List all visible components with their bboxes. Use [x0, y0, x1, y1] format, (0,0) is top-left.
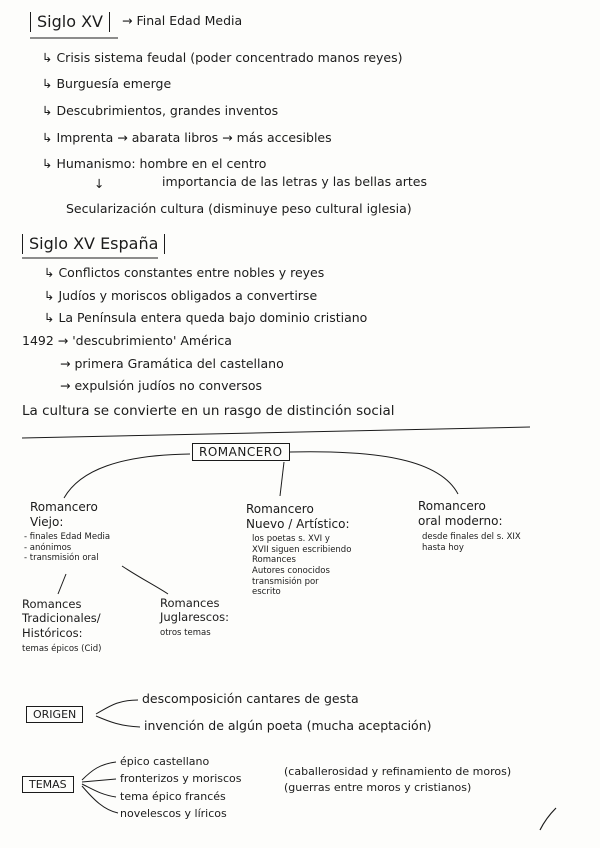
branch-nuevo — [280, 462, 284, 496]
list-item: ↳ Humanismo: hombre en el centro — [42, 156, 267, 171]
list-item: → primera Gramática del castellano — [60, 356, 284, 371]
year-1492: 1492 → 'descubrimiento' América — [22, 333, 232, 348]
branch-viejo — [64, 454, 190, 498]
branch-temas-4 — [82, 786, 118, 813]
secularizacion: Secularización cultura (disminuye peso cultural iglesia) — [66, 201, 412, 216]
temas-item: épico castellano — [120, 755, 210, 768]
list-item: ↳ Burguesía emerge — [42, 76, 172, 91]
nuevo-title: Romancero Nuevo / Artístico: — [246, 502, 350, 531]
temas-item: novelescos y líricos — [120, 807, 227, 820]
final-edad-media: → Final Edad Media — [122, 13, 243, 28]
list-item: ↳ Judíos y moriscos obligados a convertirse — [44, 288, 318, 303]
humanismo-detail: importancia de las letras y las bellas artes — [162, 174, 428, 189]
juglarescos-desc: otros temas — [160, 628, 211, 638]
down-arrow: ↓ — [94, 176, 105, 191]
list-item: ↳ La Península entera queda bajo dominio cristiano — [44, 310, 368, 325]
juglarescos-title: Romances Juglarescos: — [160, 596, 229, 625]
nuevo-desc: los poetas s. XVI y XVII siguen escribiendo Romances Autores conocidos transmisión por escrito — [252, 534, 352, 598]
viejo-items: - finales Edad Media - anónimos - transmisión oral — [24, 532, 111, 564]
viejo-title: Romancero Viejo: — [30, 500, 98, 529]
temas-item: fronterizos y moriscos — [120, 772, 242, 785]
origen-label: ORIGEN — [26, 706, 83, 723]
branch-temas-1 — [82, 762, 116, 780]
branch-origen-1 — [96, 700, 138, 714]
origen-item: descomposición cantares de gesta — [142, 691, 359, 706]
branch-oral — [290, 452, 458, 494]
list-item: ↳ Descubrimientos, grandes inventos — [42, 103, 279, 118]
temas-note: (guerras entre moros y cristianos) — [284, 781, 472, 794]
section-divider — [22, 427, 530, 438]
conclusion: La cultura se convierte en un rasgo de distinción social — [22, 403, 395, 419]
romancero-title: ROMANCERO — [192, 443, 290, 461]
branch-temas-3 — [82, 784, 116, 797]
list-item: ↳ Imprenta → abarata libros → más accesibles — [42, 130, 332, 145]
origen-item: invención de algún poeta (mucha aceptación) — [144, 718, 432, 733]
temas-label: TEMAS — [22, 776, 74, 793]
pen-stroke — [540, 808, 556, 830]
branch-juglarescos — [122, 566, 168, 594]
tradicionales-desc: temas épicos (Cid) — [22, 644, 102, 654]
list-item: ↳ Crisis sistema feudal (poder concentrado manos reyes) — [42, 50, 403, 65]
oral-title: Romancero oral moderno: — [418, 499, 503, 528]
branch-origen-2 — [96, 716, 140, 727]
siglo-xv-title: Siglo XV — [30, 12, 110, 32]
oral-desc: desde finales del s. XIX hasta hoy — [422, 532, 521, 553]
siglo-xv-espana-title: Siglo XV España — [22, 234, 165, 254]
list-item: ↳ Conflictos constantes entre nobles y reyes — [44, 265, 325, 280]
temas-item: tema épico francés — [120, 790, 226, 803]
temas-note: (caballerosidad y refinamiento de moros) — [284, 765, 512, 778]
list-item: → expulsión judíos no conversos — [60, 378, 262, 393]
branch-tradicionales — [58, 574, 66, 594]
tradicionales-title: Romances Tradicionales/ Históricos: — [22, 597, 101, 640]
branch-temas-2 — [82, 779, 116, 782]
